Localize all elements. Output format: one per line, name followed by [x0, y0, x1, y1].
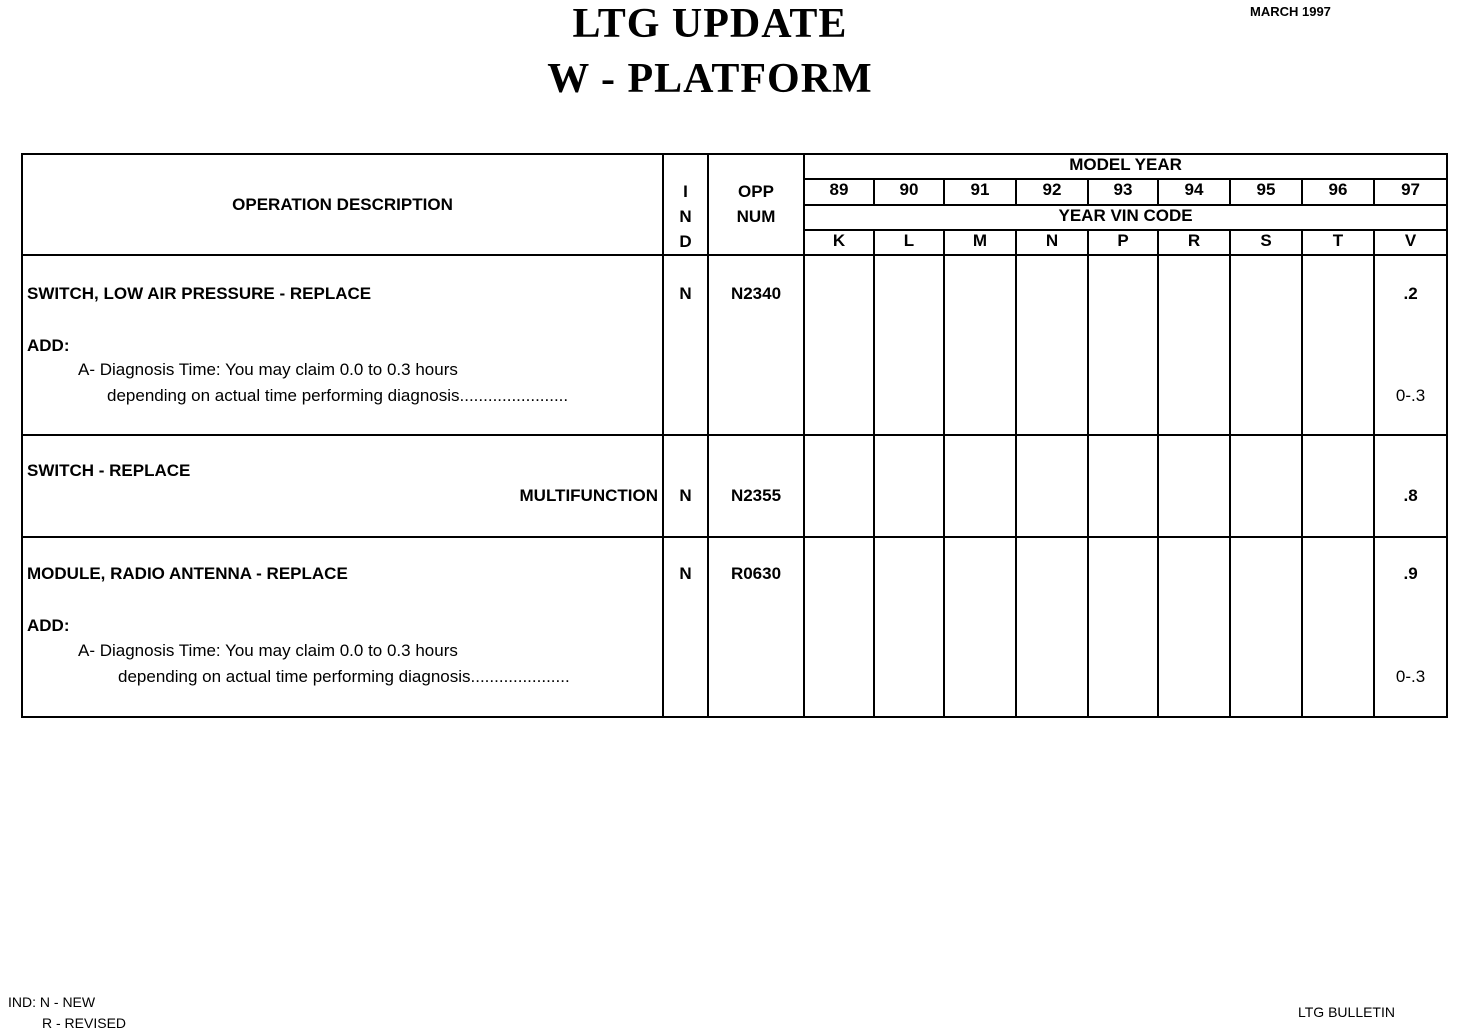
vin-code-s: S [1230, 230, 1302, 255]
row2-ind-cell [663, 435, 708, 537]
row2-opp-cell [708, 435, 804, 537]
row3-year97-cell [1374, 537, 1447, 717]
ind-header-i: I [683, 182, 688, 201]
vin-code-p: P [1088, 230, 1158, 255]
year-93: 93 [1088, 179, 1158, 204]
row2-ind: N [679, 486, 692, 505]
bulletin-date: MARCH 1997 [1250, 4, 1331, 19]
year-96: 96 [1302, 179, 1374, 204]
row1-description-cell [22, 255, 663, 435]
opp-num-header [708, 154, 804, 255]
vin-code-n: N [1016, 230, 1088, 255]
title-line-1: LTG UPDATE [572, 1, 848, 47]
vin-code-k: K [804, 230, 874, 255]
row2-value-97: .8 [1403, 486, 1418, 505]
row3-ind: N [679, 564, 692, 583]
bulletin-label: LTG BULLETIN [1298, 1004, 1395, 1020]
year-95: 95 [1230, 179, 1302, 204]
title-line-2: W - PLATFORM [547, 56, 873, 102]
operation-description-header: OPERATION DESCRIPTION [22, 154, 663, 255]
row1-year97-cell [1374, 255, 1447, 435]
row1-value-97: .2 [1403, 284, 1418, 303]
opp-header-line1: OPP [738, 182, 774, 201]
legend-new: IND: N - NEW [8, 994, 96, 1010]
row3-opp-cell [708, 537, 804, 717]
year-vin-code-header: YEAR VIN CODE [804, 205, 1447, 230]
row2-sub-label: MULTIFUNCTION [519, 486, 658, 505]
row3-note-value-97: 0-.3 [1395, 667, 1426, 686]
vin-code-l: L [874, 230, 944, 255]
row3-ind-cell [663, 537, 708, 717]
ind-header-d: D [679, 232, 692, 251]
year-90: 90 [874, 179, 944, 204]
table-row [22, 537, 1447, 717]
row1-ind-cell [663, 255, 708, 435]
row2-year97-cell [1374, 435, 1447, 537]
row2-description-cell [22, 435, 663, 537]
row3-note-line1: A- Diagnosis Time: You may claim 0.0 to 0.3 hours [78, 641, 458, 660]
row2-description: SWITCH - REPLACE [27, 461, 191, 480]
row1-ind: N [679, 284, 692, 303]
vin-code-r: R [1158, 230, 1230, 255]
ind-legend [8, 992, 126, 1034]
table-row [22, 435, 1447, 537]
vin-code-t: T [1302, 230, 1374, 255]
ind-header [663, 154, 708, 255]
year-89: 89 [804, 179, 874, 204]
row3-value-97: .9 [1403, 564, 1418, 583]
row3-description: MODULE, RADIO ANTENNA - REPLACE [27, 564, 348, 583]
model-year-header: MODEL YEAR [804, 154, 1447, 179]
vin-code-m: M [944, 230, 1016, 255]
row3-description-cell [22, 537, 663, 717]
vin-code-v: V [1374, 230, 1447, 255]
row3-note-line2: depending on actual time performing diagnosis..................... [118, 667, 570, 686]
row1-description: SWITCH, LOW AIR PRESSURE - REPLACE [27, 284, 372, 303]
row1-opp-num: N2340 [730, 284, 782, 303]
row2-opp-num: N2355 [730, 486, 782, 505]
row1-opp-cell [708, 255, 804, 435]
row1-note-line2: depending on actual time performing diagnosis....................... [107, 386, 569, 405]
year-94: 94 [1158, 179, 1230, 204]
table-row [22, 255, 1447, 435]
row1-note-value-97: 0-.3 [1395, 386, 1426, 405]
row1-add-label: ADD: [27, 336, 70, 355]
opp-header-line2: NUM [736, 207, 776, 226]
year-92: 92 [1016, 179, 1088, 204]
year-91: 91 [944, 179, 1016, 204]
ind-header-n: N [679, 207, 692, 226]
row3-opp-num: R0630 [730, 564, 782, 583]
row3-add-label: ADD: [27, 616, 70, 635]
legend-revised: R - REVISED [42, 1015, 127, 1031]
labor-time-table [21, 153, 1448, 718]
year-97: 97 [1374, 179, 1447, 204]
row1-note-line1: A- Diagnosis Time: You may claim 0.0 to 0.3 hours [78, 360, 458, 379]
